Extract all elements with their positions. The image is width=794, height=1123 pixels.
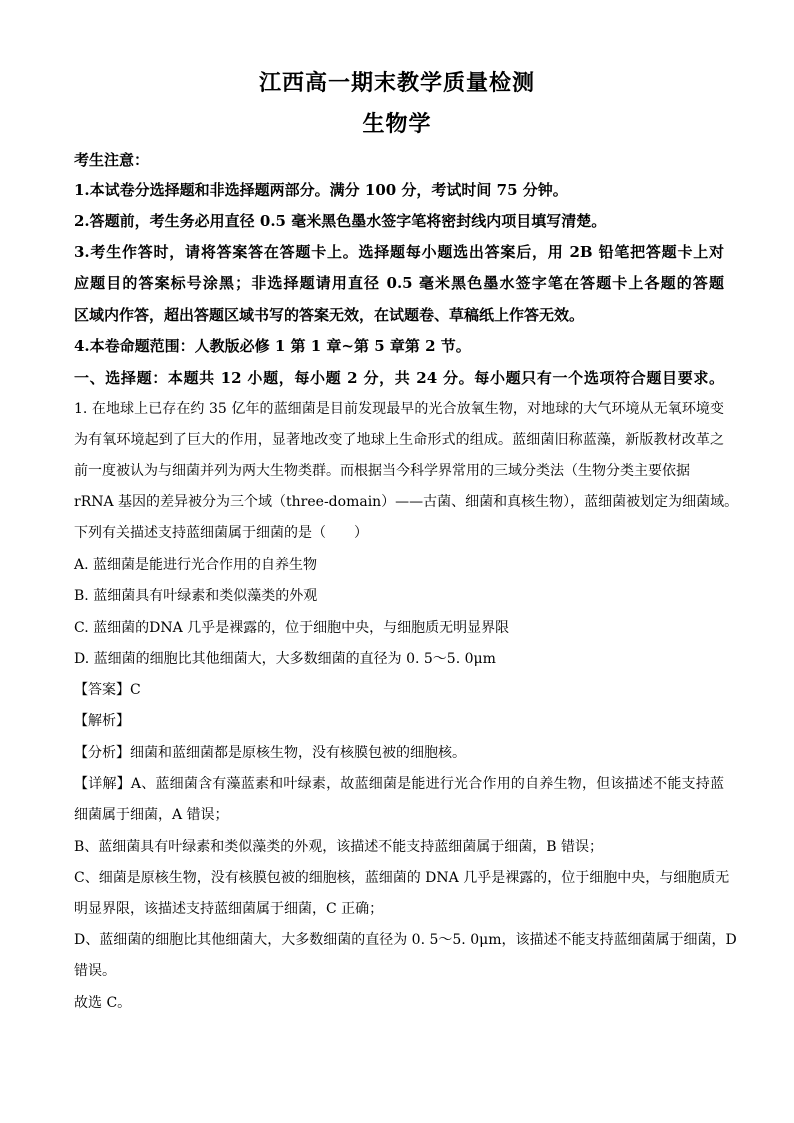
- question-stem-line-4: rRNA 基因的差异被分为三个域（three-domain）——古菌、细菌和真核生物），蓝细菌被划定为细菌域。: [74, 494, 739, 510]
- detail-line-2: 细菌属于细菌，A 错误；: [74, 807, 229, 823]
- detail-d-line-2: 错误。: [74, 963, 116, 979]
- notice-item-4: 4.本卷命题范围：人教版必修 1 第 1 章~第 5 章第 2 节。: [74, 337, 471, 355]
- detail-d-line-1: D、蓝细菌的细胞比其他细菌大，大多数细菌的直径为 0. 5～5. 0μm，该描述不能支持蓝细菌属于细菌，D: [74, 932, 737, 948]
- question-stem-line-2: 为有氧环境起到了巨大的作用，显著地改变了地球上生命形式的组成。蓝细菌旧称蓝藻，新版教材改革之: [74, 432, 724, 448]
- notice-item-2: 2.答题前，考生务必用直径 0.5 毫米黑色墨水签字笔将密封线内项目填写清楚。: [74, 212, 607, 230]
- section-heading: 一、选择题：本题共 12 小题，每小题 2 分，共 24 分。每小题只有一个选项符合题目要求。: [74, 369, 724, 387]
- answer-label: 【答案】C: [74, 682, 141, 698]
- detail-line-1: 【详解】A、蓝细菌含有藻蓝素和叶绿素，故蓝细菌是能进行光合作用的自养生物，但该描述不能支持蓝: [74, 776, 724, 792]
- notice-heading: 考生注意：: [74, 151, 150, 169]
- option-d: D. 蓝细菌的细胞比其他细菌大，大多数细菌的直径为 0. 5～5. 0μm: [74, 651, 496, 667]
- conclusion: 故选 C。: [74, 995, 132, 1011]
- option-b: B. 蓝细菌具有叶绿素和类似藻类的外观: [74, 588, 318, 604]
- subject-title: 生物学: [362, 111, 432, 137]
- exam-title: 江西高一期末教学质量检测: [258, 70, 535, 96]
- option-a: A. 蓝细菌是能进行光合作用的自养生物: [74, 557, 318, 573]
- notice-item-3-line-3: 区域内作答，超出答题区域书写的答案无效，在试题卷、草稿纸上作答无效。: [74, 306, 585, 324]
- question-stem-line-1: 1. 在地球上已存在约 35 亿年的蓝细菌是目前发现最早的光合放氧生物，对地球的大气环境从无氧环境变: [74, 401, 724, 417]
- question-stem-line-5: 下列有关描述支持蓝细菌属于细菌的是（ ）: [74, 525, 368, 541]
- analysis-fenxi: 【分析】细菌和蓝细菌都是原核生物，没有核膜包被的细胞核。: [74, 745, 466, 761]
- option-c: C. 蓝细菌的DNA 几乎是裸露的，位于细胞中央，与细胞质无明显界限: [74, 620, 510, 636]
- notice-item-1: 1.本试卷分选择题和非选择题两部分。满分 100 分，考试时间 75 分钟。: [74, 181, 568, 199]
- detail-b: B、蓝细菌具有叶绿素和类似藻类的外观，该描述不能支持蓝细菌属于细菌，B 错误；: [74, 839, 604, 855]
- notice-item-3-line-2: 应题目的答案标号涂黑；非选择题请用直径 0.5 毫米黑色墨水签字笔在答题卡上各题的答题: [74, 274, 724, 292]
- detail-c-line-2: 明显界限，该描述支持蓝细菌属于细菌，C 正确；: [74, 901, 384, 917]
- detail-c-line-1: C、细菌是原核生物，没有核膜包被的细胞核，蓝细菌的 DNA 几乎是裸露的，位于细胞中央，与细胞质无: [74, 870, 730, 886]
- question-stem-line-3: 前一度被认为与细菌并列为两大生物类群。而根据当今科学界常用的三域分类法（生物分类主要依据: [74, 463, 690, 479]
- analysis-heading: 【解析】: [74, 713, 130, 729]
- notice-item-3-line-1: 3.考生作答时，请将答案答在答题卡上。选择题每小题选出答案后，用 2B 铅笔把答题卡上对: [74, 243, 724, 261]
